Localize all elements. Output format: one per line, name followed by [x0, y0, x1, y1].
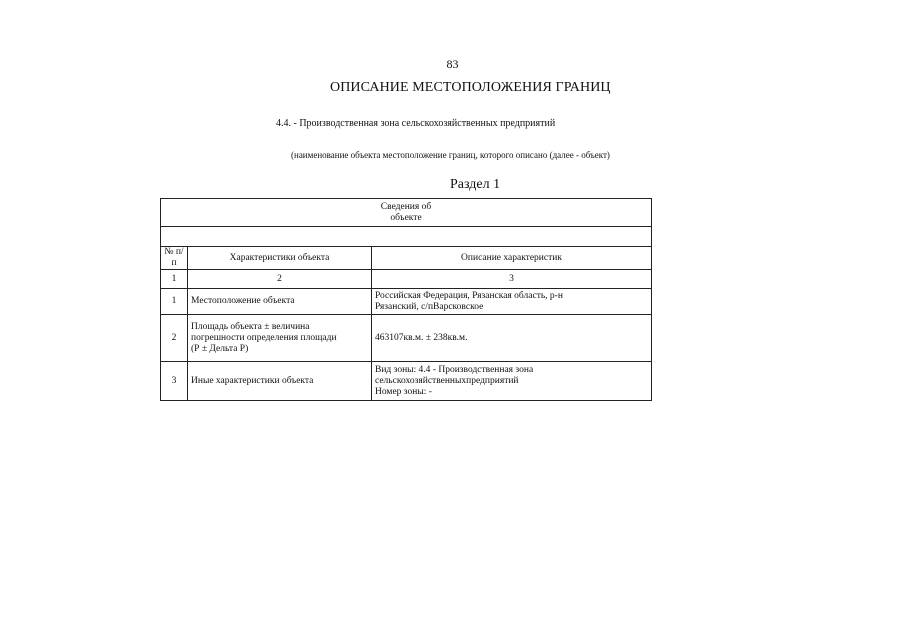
- description-line: Номер зоны: -: [375, 386, 432, 397]
- column-header-number: № п/п: [161, 247, 188, 270]
- column-index-2: 2: [188, 270, 372, 289]
- section-title: Раздел 1: [450, 177, 501, 192]
- column-index-row: [161, 270, 652, 289]
- description-line: Рязанский, с/пВарсковское: [375, 301, 484, 312]
- row-description: [372, 289, 652, 315]
- row-characteristic: [188, 362, 372, 401]
- description-line: Вид зоны: 4.4 - Производственная зона: [375, 364, 534, 375]
- zone-name: 4.4. - Производственная зона сельскохозяйственных предприятий: [276, 118, 556, 129]
- row-number: 2: [161, 315, 188, 362]
- characteristic-line: Площадь объекта ± величина: [191, 321, 310, 332]
- table-blank-row: [161, 227, 652, 247]
- characteristic-line: Местоположение объекта: [191, 296, 295, 306]
- table-row: [161, 362, 652, 401]
- description-line: 463107кв.м. ± 238кв.м.: [375, 332, 468, 343]
- row-number: 3: [161, 362, 188, 401]
- row-characteristic: [188, 289, 372, 315]
- row-description: [372, 315, 652, 362]
- characteristic-line: погрешности определения площади: [191, 332, 337, 343]
- table-header-cell: [161, 199, 652, 227]
- column-header-description: Описание характеристик: [372, 247, 652, 270]
- table-header-row: [161, 199, 652, 227]
- row-characteristic: [188, 315, 372, 362]
- table-row: [161, 315, 652, 362]
- table-row: [161, 289, 652, 315]
- document-title: ОПИСАНИЕ МЕСТОПОЛОЖЕНИЯ ГРАНИЦ: [330, 80, 611, 95]
- row-description: [372, 362, 652, 401]
- characteristic-line: (Р ± Дельта Р): [191, 343, 249, 354]
- description-line: Российская Федерация, Рязанская область, р-н: [375, 290, 563, 301]
- table-header-line1: Сведения об: [380, 201, 432, 212]
- description-line: сельскохозяйственныхпредприятий: [375, 375, 519, 386]
- column-header-row: [161, 247, 652, 270]
- column-header-characteristic: Характеристики объекта: [188, 247, 372, 270]
- column-index-3: 3: [372, 270, 652, 289]
- row-number: 1: [161, 289, 188, 315]
- object-note: (наименование объекта местоположение границ, которого описано (далее - объект): [291, 150, 610, 160]
- object-info-table: [160, 198, 652, 401]
- column-index-1: 1: [161, 270, 188, 289]
- characteristic-line: Иные характеристики объекта: [191, 375, 314, 386]
- page-number: 83: [446, 57, 459, 71]
- table-header-line2: объекте: [390, 212, 422, 223]
- blank-cell: [161, 227, 652, 247]
